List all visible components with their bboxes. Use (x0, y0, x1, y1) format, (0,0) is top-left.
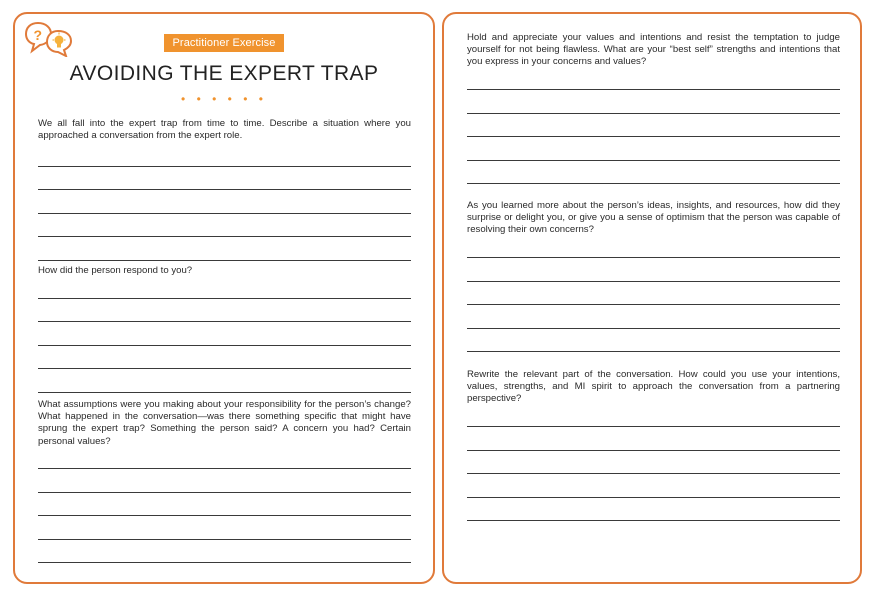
answer-line[interactable] (467, 404, 840, 428)
answer-line[interactable] (467, 114, 840, 138)
answer-line[interactable] (38, 346, 411, 370)
answer-line[interactable] (38, 299, 411, 323)
answer-line[interactable] (467, 498, 840, 522)
answer-line[interactable] (38, 446, 411, 470)
answer-line[interactable] (38, 540, 411, 564)
answer-line[interactable] (38, 190, 411, 214)
answer-line[interactable] (38, 214, 411, 238)
answer-lines (467, 67, 840, 185)
answer-line[interactable] (467, 258, 840, 282)
answer-line[interactable] (467, 282, 840, 306)
svg-text:?: ? (33, 27, 43, 43)
answer-lines (467, 235, 840, 353)
answer-line[interactable] (38, 167, 411, 191)
answer-line[interactable] (38, 322, 411, 346)
question-text: What assumptions were you making about your responsibility for the person’s change? What happened in the conversation—was there something specific that might have sprung the expert trap? Something the person said? A concern you had? Certain personal values? (38, 399, 411, 447)
question-text: Hold and appreciate your values and intentions and resist the temptation to judge yourself for not being flawless. What are your “best self” strengths and intentions that you express in your concerns and values? (467, 32, 840, 68)
answer-line[interactable] (467, 329, 840, 353)
answer-lines (38, 446, 411, 564)
speech-bubble-lightbulb-icon (47, 31, 71, 56)
answer-line[interactable] (467, 451, 840, 475)
question-text: As you learned more about the person’s ideas, insights, and resources, how did they surprise or delight you, or give you a sense of optimism that the person was capable of resolving their own concerns? (467, 200, 840, 236)
question-text: How did the person respond to you? (38, 265, 193, 276)
answer-line[interactable] (467, 67, 840, 91)
question-section (467, 32, 840, 184)
exercise-badge: Practitioner Exercise (164, 34, 284, 52)
answer-line[interactable] (467, 161, 840, 185)
answer-line[interactable] (38, 143, 411, 167)
answer-line[interactable] (38, 516, 411, 540)
question-text: We all fall into the expert trap from time to time. Describe a situation where you approached a conversation from the expert role. (38, 118, 411, 142)
answer-lines (38, 275, 411, 393)
answer-line[interactable] (467, 427, 840, 451)
answer-line[interactable] (38, 275, 411, 299)
answer-line[interactable] (467, 137, 840, 161)
answer-line[interactable] (38, 369, 411, 393)
question-text: Rewrite the relevant part of the conversation. How could you use your intentions, values, strengths, and MI spirit to approach the conversation from a partnering perspective? (467, 369, 840, 405)
question-section (38, 399, 411, 563)
worksheet-page-left (13, 12, 435, 584)
answer-line[interactable] (467, 305, 840, 329)
answer-line[interactable] (467, 90, 840, 114)
answer-lines (467, 404, 840, 522)
speech-bubbles-logo-icon (25, 21, 73, 57)
answer-lines (38, 143, 411, 261)
question-section (38, 265, 411, 393)
question-section (467, 200, 840, 352)
answer-line[interactable] (467, 474, 840, 498)
question-section (467, 369, 840, 521)
decorative-dots: • • • • • • (181, 92, 267, 106)
answer-line[interactable] (38, 237, 411, 261)
answer-line[interactable] (38, 493, 411, 517)
answer-line[interactable] (38, 469, 411, 493)
page-title: AVOIDING THE EXPERT TRAP (69, 62, 379, 85)
answer-line[interactable] (467, 235, 840, 259)
question-section (38, 118, 411, 261)
worksheet-page-right (442, 12, 862, 584)
